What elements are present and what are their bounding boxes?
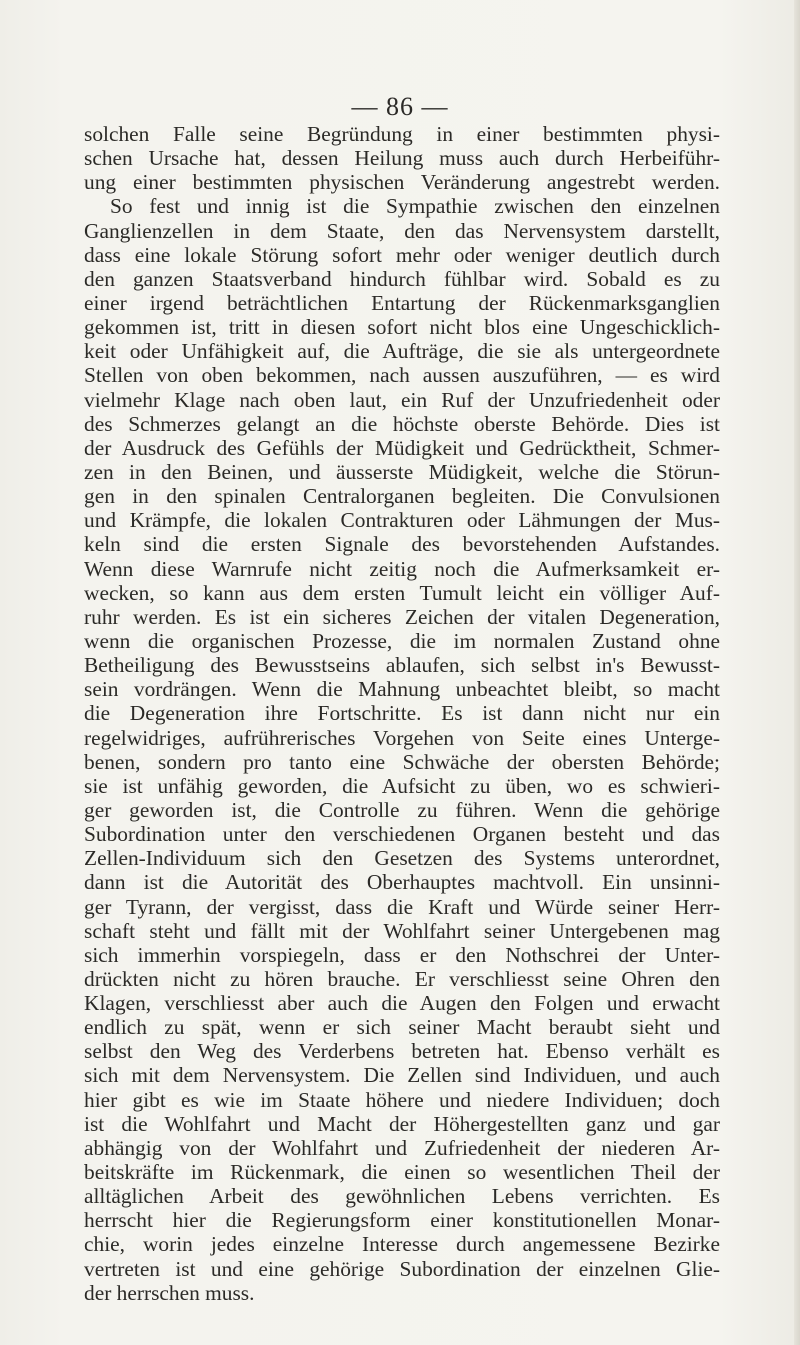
text-line: herrscht hier die Regierungsform einer konstitutionellen Monar- xyxy=(84,1208,720,1233)
text-line: der herrschen muss. xyxy=(84,1280,255,1305)
body-text xyxy=(84,122,720,1305)
page-edge xyxy=(794,0,800,1345)
text-line: gekommen ist, tritt in diesen sofort nicht blos eine Ungeschicklich- xyxy=(84,315,720,340)
text-line: keit oder Unfähigkeit auf, die Aufträge, die sie als untergeordnete xyxy=(84,339,720,364)
text-line: alltäglichen Arbeit des gewöhnlichen Lebens verrichten. Es xyxy=(84,1184,720,1209)
text-line: beitskräfte im Rückenmark, die einen so wesentlichen Theil der xyxy=(84,1160,720,1185)
text-line: So fest und innig ist die Sympathie zwischen den einzelnen xyxy=(110,194,720,219)
text-line: schaft steht und fällt mit der Wohlfahrt seiner Untergebenen mag xyxy=(84,918,720,943)
text-line: dass eine lokale Störung sofort mehr oder weniger deutlich durch xyxy=(84,242,720,267)
text-line: wenn die organischen Prozesse, die im normalen Zustand ohne xyxy=(84,628,720,653)
text-line: des Schmerzes gelangt an die höchste oberste Behörde. Dies ist xyxy=(84,411,720,436)
text-line: den ganzen Staatsverband hindurch fühlbar wird. Sobald es zu xyxy=(84,266,720,291)
text-line: drückten nicht zu hören brauche. Er verschliesst seine Ohren den xyxy=(84,966,720,991)
text-line: Zellen-Individuum sich den Gesetzen des Systems unterordnet, xyxy=(84,846,720,871)
text-line: chie, worin jedes einzelne Interesse durch angemessene Bezirke xyxy=(84,1232,720,1257)
text-line: einer irgend beträchtlichen Entartung der Rückenmarksganglien xyxy=(84,290,720,315)
page-number: — 86 — xyxy=(351,92,449,121)
text-line: Klagen, verschliesst aber auch die Augen den Folgen und erwacht xyxy=(84,991,720,1016)
text-line: sich immerhin vorspiegeln, dass er den Nothschrei der Unter- xyxy=(84,942,720,967)
text-line: Ganglienzellen in dem Staate, den das Nervensystem darstellt, xyxy=(84,218,720,243)
text-line: der Ausdruck des Gefühls der Müdigkeit und Gedrücktheit, Schmer- xyxy=(84,435,720,460)
text-line: Betheiligung des Bewusstseins ablaufen, sich selbst in's Bewusst- xyxy=(84,653,720,678)
text-line: schen Ursache hat, dessen Heilung muss auch durch Herbeiführ- xyxy=(84,146,720,171)
text-line: abhängig von der Wohlfahrt und Zufriedenheit der niederen Ar- xyxy=(84,1135,720,1160)
text-line: regelwidriges, aufrührerisches Vorgehen von Seite eines Unterge- xyxy=(84,725,720,750)
text-line: sie ist unfähig geworden, die Aufsicht zu üben, wo es schwieri- xyxy=(84,773,720,798)
text-line: zen in den Beinen, und äusserste Müdigkeit, welche die Störun- xyxy=(84,459,720,484)
text-line: ger Tyrann, der vergisst, dass die Kraft und Würde seiner Herr- xyxy=(84,894,720,919)
text-line: die Degeneration ihre Fortschritte. Es ist dann nicht nur ein xyxy=(84,701,720,726)
text-line: wecken, so kann aus dem ersten Tumult leicht ein völliger Auf- xyxy=(84,580,720,605)
text-line: und Krämpfe, die lokalen Contrakturen oder Lähmungen der Mus- xyxy=(84,508,720,533)
text-line: keln sind die ersten Signale des bevorstehenden Aufstandes. xyxy=(84,532,720,557)
text-line: Stellen von oben bekommen, nach aussen auszuführen, — es wird xyxy=(84,363,720,388)
text-line: vielmehr Klage nach oben laut, ein Ruf der Unzufriedenheit oder xyxy=(84,387,720,412)
text-line: endlich zu spät, wenn er sich seiner Macht beraubt sieht und xyxy=(84,1015,720,1040)
text-line: Subordination unter den verschiedenen Organen besteht und das xyxy=(84,822,720,847)
text-line: gen in den spinalen Centralorganen begleiten. Die Convulsionen xyxy=(84,484,720,509)
text-line: benen, sondern pro tanto eine Schwäche der obersten Behörde; xyxy=(84,749,720,774)
text-line: solchen Falle seine Begründung in einer bestimmten physi- xyxy=(84,122,720,146)
text-line: Wenn diese Warnrufe nicht zeitig noch die Aufmerksamkeit er- xyxy=(84,556,720,581)
text-line: sich mit dem Nervensystem. Die Zellen sind Individuen, und auch xyxy=(84,1063,720,1088)
text-line: ung einer bestimmten physischen Veränderung angestrebt werden. xyxy=(84,170,720,195)
text-line: sein vordrängen. Wenn die Mahnung unbeachtet bleibt, so macht xyxy=(84,677,720,702)
text-line: ruhr werden. Es ist ein sicheres Zeichen der vitalen Degeneration, xyxy=(84,604,720,629)
text-line: selbst den Weg des Verderbens betreten hat. Ebenso verhält es xyxy=(84,1039,720,1064)
text-line: ist die Wohlfahrt und Macht der Höhergestellten ganz und gar xyxy=(84,1111,720,1136)
text-line: vertreten ist und eine gehörige Subordination der einzelnen Glie- xyxy=(84,1256,720,1281)
text-line: ger geworden ist, die Controlle zu führen. Wenn die gehörige xyxy=(84,797,720,822)
text-line: dann ist die Autorität des Oberhauptes machtvoll. Ein unsinni- xyxy=(84,870,720,895)
text-line: hier gibt es wie im Staate höhere und niedere Individuen; doch xyxy=(84,1087,720,1112)
